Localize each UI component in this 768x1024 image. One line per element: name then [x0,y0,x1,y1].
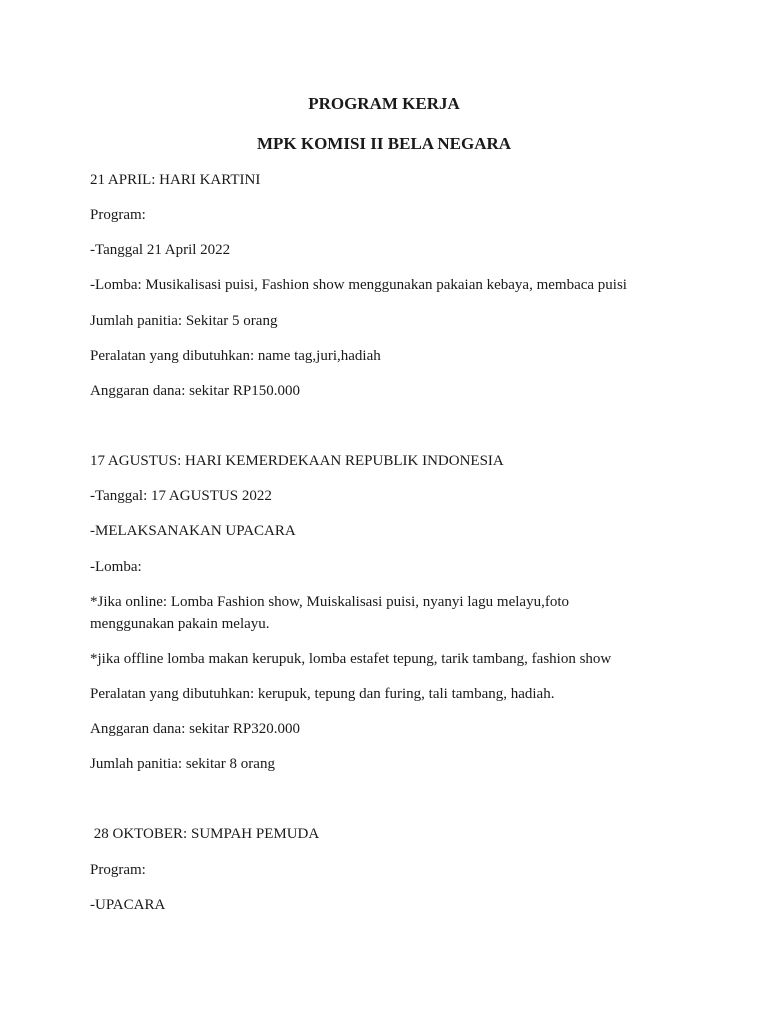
event-date: -Tanggal: 17 AGUSTUS 2022 [90,488,272,504]
ceremony-item: -UPACARA [90,897,166,913]
online-competition-line-1: *Jika online: Lomba Fashion show, Muiskalisasi puisi, nyanyi lagu melayu,foto [90,594,569,610]
competition-label: -Lomba: [90,559,142,575]
equipment-list: Peralatan yang dibutuhkan: kerupuk, tepung dan furing, tali tambang, hadiah. [90,686,555,702]
equipment-list: Peralatan yang dibutuhkan: name tag,juri,hadiah [90,348,381,364]
committee-count: Jumlah panitia: sekitar 8 orang [90,756,275,772]
section-heading-sumpah-pemuda: 28 OKTOBER: SUMPAH PEMUDA [90,826,320,842]
budget: Anggaran dana: sekitar RP320.000 [90,721,300,737]
committee-count: Jumlah panitia: Sekitar 5 orang [90,313,278,329]
document-subtitle: MPK KOMISI II BELA NEGARA [256,134,512,153]
online-competition-line-2: menggunakan pakain melayu. [90,616,270,632]
event-date: -Tanggal 21 April 2022 [90,242,231,258]
program-label: Program: [90,207,146,223]
budget: Anggaran dana: sekitar RP150.000 [90,383,300,399]
program-label: Program: [90,862,146,878]
offline-competition: *jika offline lomba makan kerupuk, lomba estafet tepung, tarik tambang, fashion show [90,651,612,667]
document-title: PROGRAM KERJA [308,94,460,113]
ceremony-item: -MELAKSANAKAN UPACARA [90,523,296,539]
section-heading-kartini: 21 APRIL: HARI KARTINI [90,172,261,188]
section-heading-kemerdekaan: 17 AGUSTUS: HARI KEMERDEKAAN REPUBLIK INDONESIA [90,453,504,469]
competition-list: -Lomba: Musikalisasi puisi, Fashion show menggunakan pakaian kebaya, membaca puisi [90,277,627,293]
